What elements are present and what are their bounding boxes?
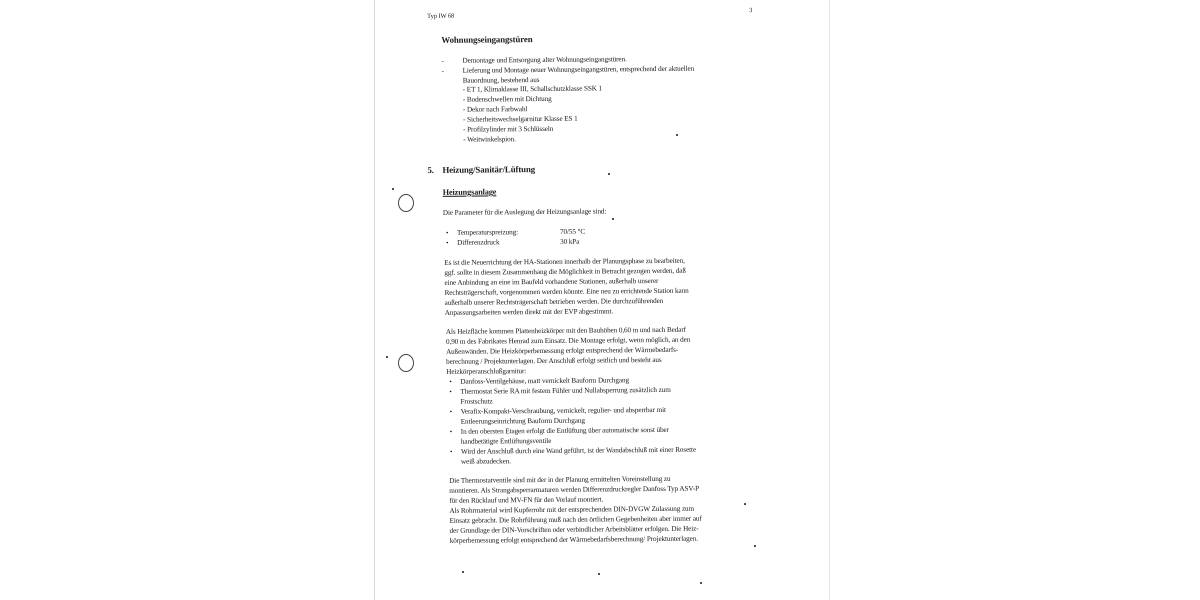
- paragraph-line: Rechtsträgerschaft, vorgenommen werden könnte. Eine neu zu errichtende Station kann: [444, 286, 689, 297]
- fitting-bullet: [449, 385, 671, 397]
- paragraph-line: eine Anbindung an eine im Baufeld vorhandene Stationen, außerhalb unserer: [444, 276, 659, 287]
- bullet-marker: •: [445, 228, 449, 237]
- punch-hole-mark: [398, 194, 414, 212]
- bullet-marker: •: [446, 238, 449, 247]
- doors-sub-item: - ET 1, Klimaklasse III, Schallschutzklasse SSK 1: [462, 84, 603, 94]
- param-label: Temperaturspreizung:: [456, 228, 519, 237]
- paragraph-line: für den Rücklauf und MV-FN für den Vorlauf montiert.: [449, 495, 604, 505]
- paragraph-line: Anpassungsarbeiten werden direkt mit der EVP abgestimmt.: [444, 307, 614, 317]
- paragraph-line: Als Heizfläche kommen Plattenheizkörper mit den Bauhöhen 0,60 m und nach Bedarf: [445, 325, 686, 336]
- document-type-label: Typ IW 68: [427, 12, 455, 20]
- paragraph-line: ggf. sollte in diesem Zusammenhang die Möglichkeit in Betracht gezogen werden, daß: [444, 266, 686, 277]
- param-row: [445, 227, 586, 238]
- doors-item-text: Demontage und Entsorgung alter Wohnungseingangstüren.: [462, 55, 627, 65]
- paragraph-line: berechnung / Projektunterlagen. Der Anschluß erfolgt seitlich und besteht aus: [446, 355, 662, 366]
- bullet-text: Danfoss-Ventilgehäuse, matt vernickelt Bauform Durchgang: [460, 376, 630, 386]
- paragraph-line: 0,90 m des Fabrikates Henrad zum Einsatz. Die Montage erfolgt, wenn möglich, an den: [445, 335, 691, 346]
- section-number: 5.: [427, 164, 434, 175]
- scan-speck: [386, 356, 388, 358]
- bullet-text: Thermostat Serie RA mit festem Fühler und Nullabsperrung zusätzlich zum: [460, 385, 671, 396]
- paragraph-line: Außenwänden. Die Heizkörperbemessung erfolgt entsprechend der Wärmebedarfs-: [446, 345, 679, 356]
- dash-marker: -: [441, 56, 444, 65]
- doors-heading: Wohnungseingangstüren: [441, 34, 533, 45]
- bullet-text: Wird der Anschluß durch eine Wand geführt, ist der Wandabschluß mit einer Rosette: [460, 445, 697, 456]
- bullet-marker: •: [449, 407, 452, 416]
- bullet-text: weiß abzudecken.: [460, 457, 511, 466]
- section-title: Heizung/Sanitär/Lüftung: [442, 164, 536, 175]
- param-label: Differenzdruck: [457, 238, 500, 247]
- doors-item: [442, 65, 695, 77]
- page-number: 3: [749, 7, 753, 15]
- param-value: 70/55 °C: [559, 227, 586, 236]
- paragraph-line: außerhalb unserer Rechtsträgerschaft betrieben werden. Die durchzuführenden: [444, 296, 664, 307]
- doors-sub-item: - Bodenschwellen mit Dichtung: [462, 94, 552, 104]
- paragraph-line: körperbemessung erfolgt entsprechend der Wärmebedarfsberechnung/ Projektunterlagen.: [449, 534, 698, 545]
- bullet-text: Entleerungseinrichtung Bauform Durchgang: [460, 416, 585, 426]
- bullet-marker: •: [449, 387, 452, 396]
- bullet-text: In den obersten Etagen erfolgt die Entlüftung über automatische sonst über: [460, 425, 669, 436]
- doors-sub-item: - Weitwinkelspion.: [463, 135, 516, 144]
- dash-marker: -: [441, 66, 444, 75]
- paragraph-line: Einsatz gebracht. Die Rohrführung muß nach den örtlichen Gegebenheiten aber immer auf: [449, 514, 702, 525]
- bullet-text: Frostschutz: [460, 397, 493, 406]
- doors-sub-item: - Dekor nach Farbwahl: [462, 105, 528, 114]
- param-value: 30 kPa: [560, 237, 580, 246]
- params-intro: Die Parameter für die Auslegung der Heizungsanlage sind:: [442, 207, 607, 217]
- paragraph-line: Es ist die Neuerrichtung der HA-Stationen innerhalb der Planungsphase zu bearbeiten,: [444, 256, 685, 267]
- doors-sub-item: - Sicherheitswechselgarnitur Klasse ES 1: [463, 114, 578, 124]
- paragraph-line: montieren. Als Strangabsperrarmaturen werden Differenzdruckregler Danfoss Typ ASV-P: [449, 484, 700, 495]
- scan-speck: [392, 188, 394, 190]
- document-body: [426, 0, 776, 600]
- paragraph-line: Heizkörperanschlußgarnitur:: [446, 367, 527, 376]
- fitting-bullet: [449, 445, 697, 458]
- param-row: [446, 237, 580, 248]
- bullet-text: handbetätigte Entlüftungsventile: [460, 436, 552, 446]
- paragraph-line: Die Thermostatventile sind mit der in der Planung ermittelten Voreinstellung zu: [449, 474, 671, 485]
- doors-sub-item: - Profilzylinder mit 3 Schlüsseln: [463, 124, 554, 134]
- doors-item-text: Bauordnung, bestehend aus: [462, 76, 540, 85]
- bullet-marker: •: [449, 377, 452, 386]
- fitting-bullet: [449, 425, 669, 437]
- paragraph-line: Als Rohrmaterial wird Kupferrohr mit der entsprechenden DIN-DVGW Zulassung zum: [449, 504, 695, 515]
- bullet-marker: •: [449, 427, 453, 436]
- paragraph-line: der Grundlage der DIN-Vorschriften oder verbindlicher Arbeitsblätter erfolgen. Die Heiz-: [449, 524, 699, 535]
- heating-subheading: Heizungsanlage: [442, 187, 497, 197]
- bullet-text: Verafix-Kompakt-Verschraubung, vernickelt, regulier- und absperrbar mit: [460, 405, 666, 416]
- punch-hole-mark: [398, 354, 414, 372]
- doors-item-text: Lieferung und Montage neuer Wohnungseingangstüren, entsprechend der aktuellen: [462, 64, 695, 75]
- fitting-bullet: [449, 405, 666, 417]
- bullet-marker: •: [449, 447, 453, 456]
